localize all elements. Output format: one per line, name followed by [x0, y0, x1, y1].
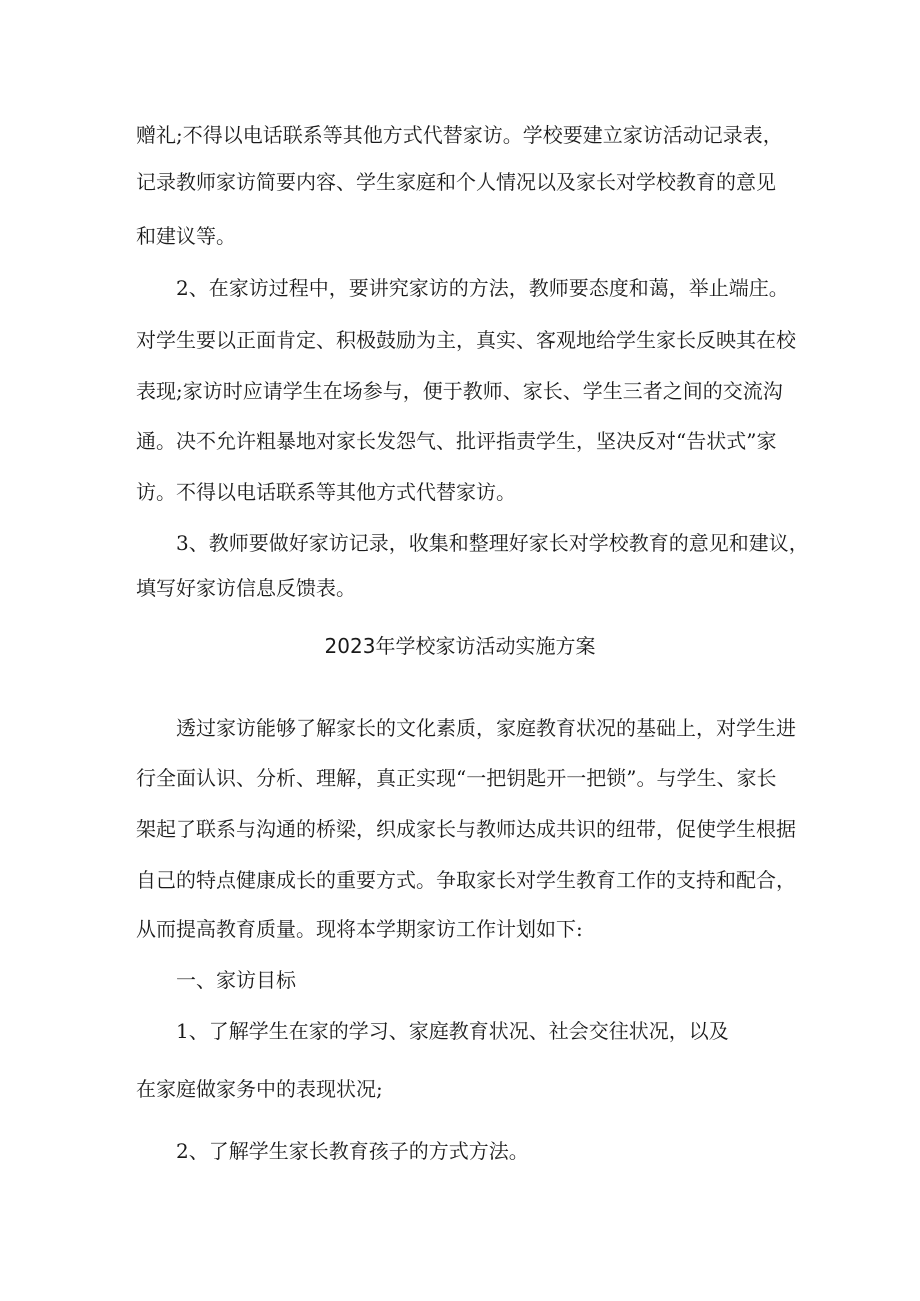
- paragraph-line: 访。不得以电话联系等其他方式代替家访。: [136, 480, 516, 504]
- document-title: 2023年学校家访活动实施方案: [324, 634, 596, 658]
- paragraph-line: 从而提高教育质量。现将本学期家访工作计划如下:: [136, 917, 583, 941]
- paragraph-line: 通。决不允许粗暴地对家长发怨气、批评指责学生，坚决反对“告状式”家: [136, 429, 777, 453]
- paragraph-line: 透过家访能够了解家长的文化素质，家庭教育状况的基础上，对学生进: [176, 716, 796, 740]
- paragraph-line: 2、了解学生家长教育孩子的方式方法。: [176, 1139, 529, 1163]
- paragraph-line: 自己的特点健康成长的重要方式。争取家长对学生教育工作的支持和配合，: [136, 868, 796, 892]
- paragraph-line: 填写好家访信息反馈表。: [136, 576, 356, 600]
- paragraph-line: 记录教师家访简要内容、学生家庭和个人情况以及家长对学校教育的意见: [136, 170, 776, 194]
- paragraph-line: 架起了联系与沟通的桥梁，织成家长与教师达成共识的纽带，促使学生根据: [136, 817, 796, 841]
- paragraph-line: 对学生要以正面肯定、积极鼓励为主，真实、客观地给学生家长反映其在校: [136, 328, 796, 352]
- section-heading: 一、家访目标: [176, 968, 296, 992]
- paragraph-line: 3、教师要做好家访记录，收集和整理好家长对学校教育的意见和建议，: [176, 531, 809, 555]
- paragraph-line: 和建议等。: [136, 224, 236, 248]
- paragraph-line: 表现;家访时应请学生在场参与，便于教师、家长、学生三者之间的交流沟: [136, 379, 783, 403]
- paragraph-line: 1、了解学生在家的学习、家庭教育状况、社会交往状况，以及: [176, 1019, 729, 1043]
- paragraph-line: 2、在家访过程中，要讲究家访的方法，教师要态度和蔼，举止端庄。: [176, 276, 789, 300]
- paragraph-line: 在家庭做家务中的表现状况;: [136, 1077, 383, 1101]
- paragraph-line: 行全面认识、分析、理解，真正实现“一把钥匙开一把锁”。与学生、家长: [136, 766, 777, 790]
- paragraph-line: 赠礼;不得以电话联系等其他方式代替家访。学校要建立家访活动记录表，: [136, 123, 783, 147]
